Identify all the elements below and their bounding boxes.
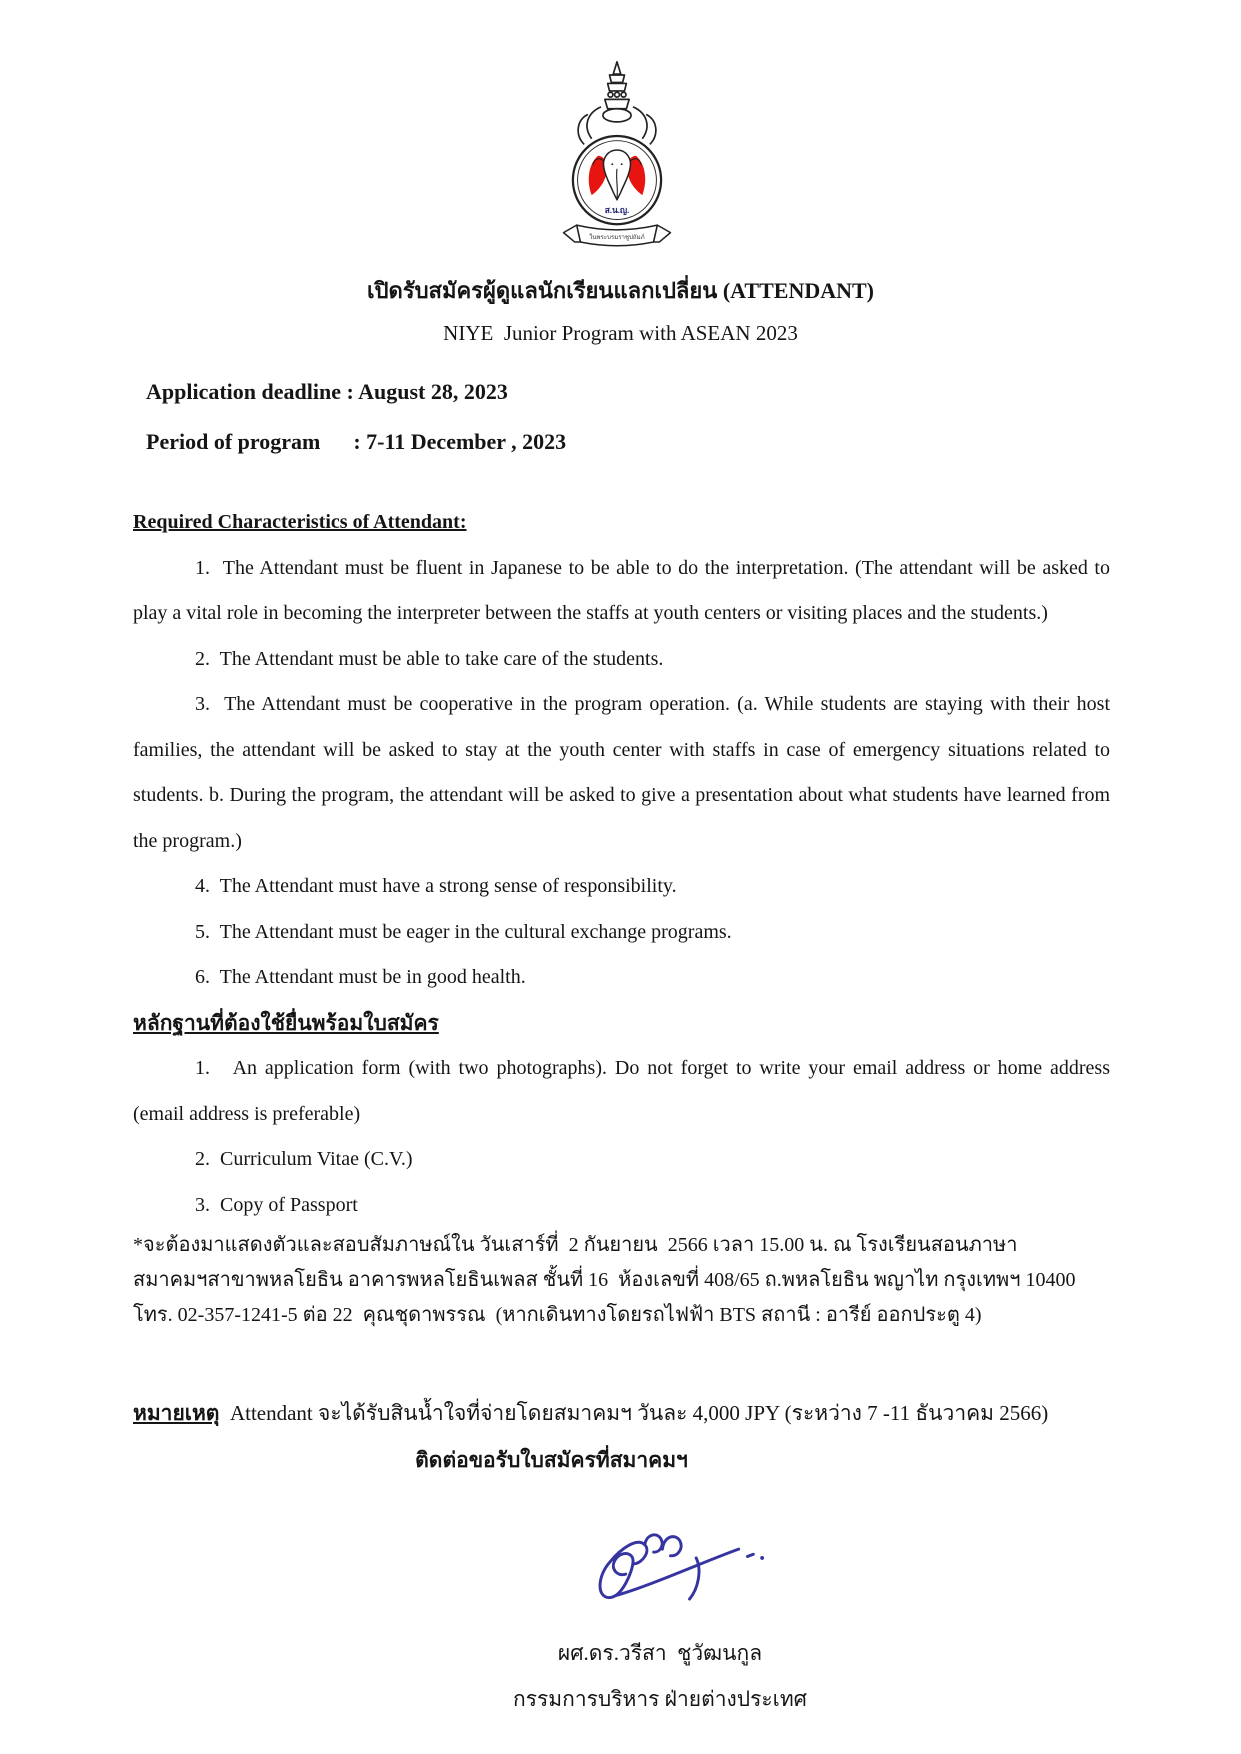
document-item: 3. Copy of Passport <box>195 1193 358 1216</box>
signature-icon <box>592 1524 812 1622</box>
crest-abbreviation: ส.น.ญ. <box>604 204 630 215</box>
requirement-item: 2. The Attendant must be able to take care of the students. <box>195 647 664 670</box>
requirement-item: 6. The Attendant must be in good health. <box>195 966 526 988</box>
interview-note-line: โทร. 02-357-1241-5 ต่อ 22 คุณชุดาพรรณ (หากเดินทางโดยรถไฟฟ้า BTS สถานี : อารีย์ ออกประตู 4) <box>133 1304 982 1326</box>
document-title: เปิดรับสมัครผู้ดูแลนักเรียนแลกเปลี่ยน (ATTENDANT) <box>366 278 874 303</box>
contact-line: ติดต่อขอรับใบสมัครที่สมาคมฯ <box>415 1448 688 1472</box>
remark-line <box>133 1396 1110 1430</box>
document-item: 1. An application form (with two photographs). Do not forget to write your email address or home address (email address is preferable) <box>133 1057 1115 1125</box>
requirement-item: 4. The Attendant must have a strong sense of responsibility. <box>195 875 677 897</box>
crest-banner-text: ในพระบรมราชูปถัมภ์ <box>589 235 645 242</box>
crest-icon <box>556 56 678 261</box>
document-body <box>133 500 1115 1333</box>
document-item: 2. Curriculum Vitae (C.V.) <box>195 1148 413 1170</box>
signature-ink <box>592 1524 812 1622</box>
interview-note-line: *จะต้องมาแสดงตัวและสอบสัมภาษณ์ใน วันเสาร์ที่ 2 กันยายน 2566 เวลา 15.00 น. ณ โรงเรียนสอนภาษา <box>133 1234 1018 1256</box>
program-period-line: Period of program : 7-11 December , 2023 <box>146 429 567 454</box>
requirement-item: 3. The Attendant must be cooperative in the program operation. (a. While students are staying with their host families, the attendant will be asked to stay at the youth center with staffs in case of emergency situations related to students. b. During the program, the attendant will be asked to give a presentation about what students have learned from the program.) <box>133 693 1115 852</box>
requirement-item: 1. The Attendant must be fluent in Japanese to be able to do the interpretation. (The attendant will be asked to play a vital role in becoming the interpreter between the staffs at youth centers or visiting places and the students.) <box>133 556 1115 624</box>
documents-heading: หลักฐานที่ต้องใช้ยื่นพร้อมใบสมัคร <box>133 1010 439 1035</box>
requirements-heading: Required Characteristics of Attendant: <box>133 511 467 533</box>
requirement-item: 5. The Attendant must be eager in the cultural exchange programs. <box>195 920 732 943</box>
signer-position: กรรมการบริหาร ฝ่ายต่างประเทศ <box>513 1687 807 1711</box>
interview-note-line: สมาคมฯสาขาพหลโยธิน อาคารพหลโยธินเพลส ชั้นที่ 16 ห้องเลขที่ 408/65 ถ.พหลโยธิน พญาไท กรุงเทพฯ 10400 <box>133 1269 1076 1291</box>
remark-label: หมายเหตุ <box>133 1401 220 1425</box>
signer-name: ผศ.ดร.วรีสา ชูวัฒนกูล <box>557 1641 763 1665</box>
document-subtitle: NIYE Junior Program with ASEAN 2023 <box>443 321 798 345</box>
remark-text: Attendant จะได้รับสินน้ำใจที่จ่ายโดยสมาคมฯ วันละ 4,000 JPY (ระหว่าง 7 -11 ธันวาคม 2566) <box>229 1401 1049 1425</box>
application-deadline-line: Application deadline : August 28, 2023 <box>146 379 508 404</box>
royal-crest-logo <box>556 56 678 261</box>
